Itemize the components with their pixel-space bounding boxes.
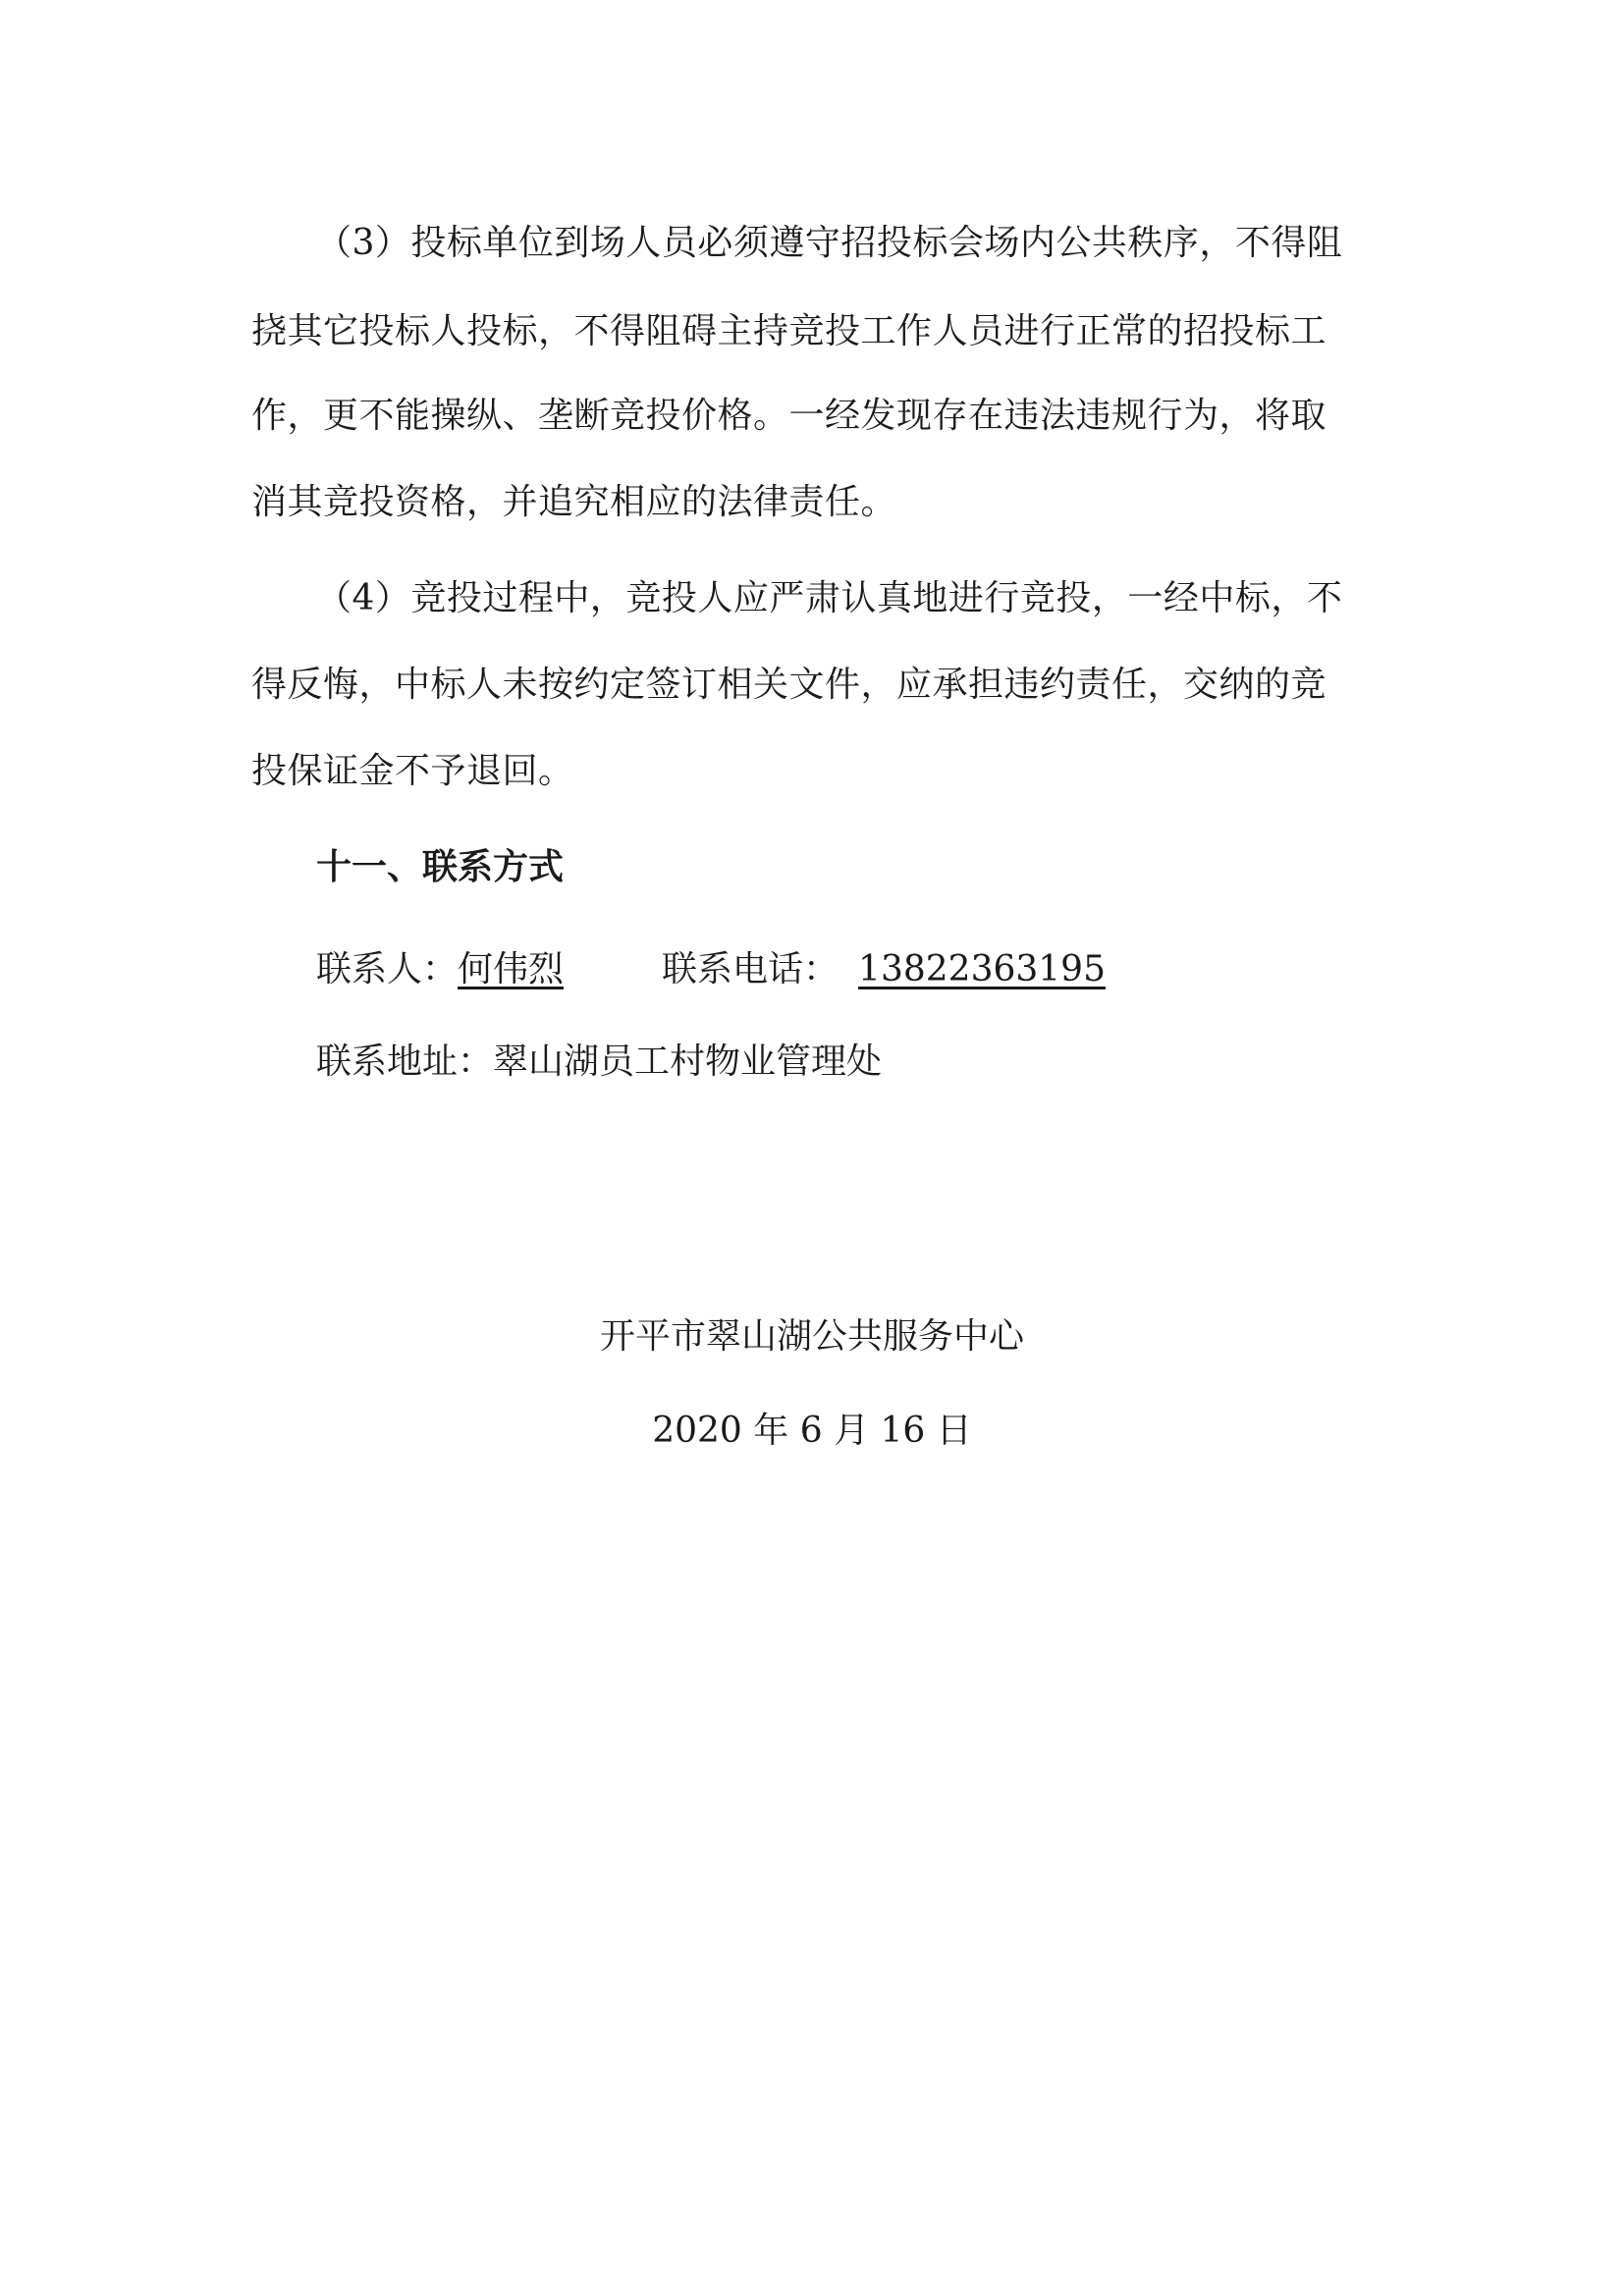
contact-line xyxy=(316,948,1106,991)
contact-person-name: 何伟烈 xyxy=(458,949,565,989)
paragraph-4-line-2: 得反悔，中标人未按约定签订相关文件，应承担违约责任，交纳的竞 xyxy=(251,665,1327,705)
address-line xyxy=(316,1041,882,1084)
section-heading: 十一、联系方式 xyxy=(316,847,565,887)
signature-organization: 开平市翠山湖公共服务中心 xyxy=(599,1316,1024,1357)
paragraph-3-line-4: 消其竞投资格，并追究相应的法律责任。 xyxy=(251,482,897,522)
address-label: 联系地址： xyxy=(316,1041,494,1082)
address-value: 翠山湖员工村物业管理处 xyxy=(493,1041,883,1082)
contact-person-label: 联系人： xyxy=(316,949,459,989)
paragraph-4-line-1: （4）竞投过程中，竞投人应严肃认真地进行竞投，一经中标，不 xyxy=(316,578,1343,618)
signature-date: 2020 年 6 月 16 日 xyxy=(652,1411,972,1451)
phone-label: 联系电话： xyxy=(662,949,839,989)
phone-value: 13822363195 xyxy=(858,949,1106,989)
paragraph-3-line-1: （3）投标单位到场人员必须遵守招投标会场内公共秩序，不得阻 xyxy=(316,223,1343,263)
paragraph-4-line-3: 投保证金不予退回。 xyxy=(251,751,574,791)
paragraph-3-line-3: 作，更不能操纵、垄断竞投价格。一经发现存在违法违规行为，将取 xyxy=(251,396,1327,436)
paragraph-3-line-2: 挠其它投标人投标，不得阻碍主持竞投工作人员进行正常的招投标工 xyxy=(251,311,1327,351)
